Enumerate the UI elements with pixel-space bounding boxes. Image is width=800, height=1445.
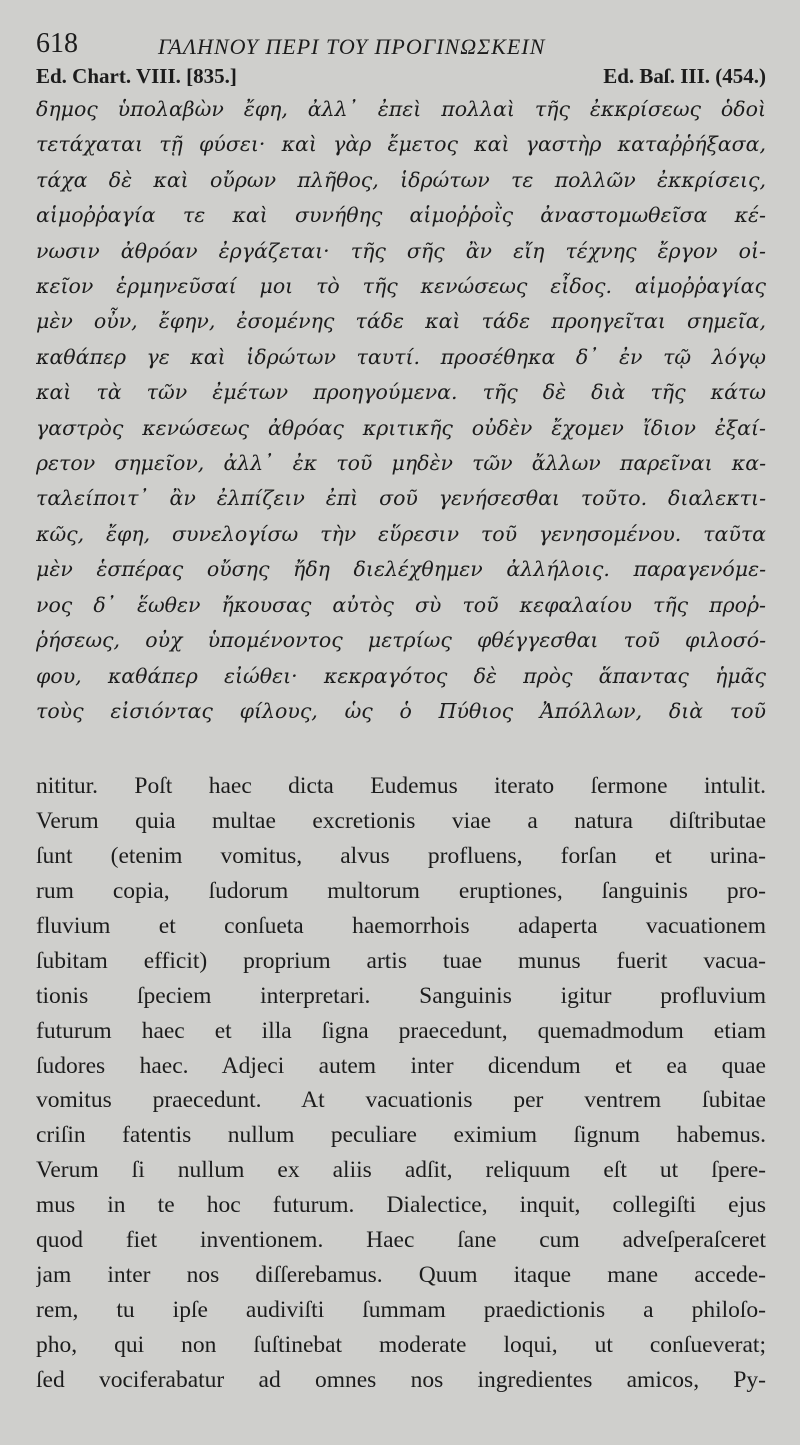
greek-text-line: καθάπερ γε καὶ ἱδρώτων ταυτί. προσέθηκα δ᾽ ἐν τῷ λόγῳ (36, 344, 766, 369)
greek-text-line: τάχα δὲ καὶ οὔρων πλῆθος, ἱδρώτων τε πολλῶν ἐκκρίσεις, (36, 167, 766, 192)
latin-text-line: futurum haec et illa ſigna praecedunt, quemadmodum etiam (36, 1017, 766, 1044)
edition-chart-reference: Ed. Chart. VIII. [835.] (36, 64, 237, 88)
latin-text-line: Verum quia multae excretionis viae a natura diſtributae (36, 808, 766, 835)
latin-text-line: tionis ſpeciem interpretari. Sanguinis igitur profluvium (36, 982, 766, 1009)
edition-references (36, 64, 766, 90)
greek-text-line: τοὺς εἰσιόντας φίλους, ὡς ὁ Πύθιος Ἀπόλλων, διὰ τοῦ (36, 698, 766, 723)
greek-text-line: δημος ὑπολαβὼν ἔφη, ἀλλ᾽ ἐπεὶ πολλαὶ τῆς ἐκκρίσεως ὁδοὶ (36, 97, 766, 121)
greek-text-line: νωσιν ἀθρόαν ἐργάζεται· τῆς σῆς ἂν εἴη τέχνης ἔργον οἰ- (36, 238, 766, 263)
latin-text-line: nititur. Poſt haec dicta Eudemus iterato ſermone intulit. (36, 773, 766, 800)
latin-text-line: rum copia, ſudorum multorum eruptiones, ſanguinis pro- (36, 878, 766, 905)
greek-text-line: νος δ᾽ ἕωθεν ἤκουσας αὐτὸς σὺ τοῦ κεφαλαίου τῆς προῤ- (36, 592, 766, 617)
latin-text-line: ſed vociferabatur ad omnes nos ingredientes amicos, Py- (36, 1366, 766, 1393)
running-title: ΓΑΛΗΝΟΥ ΠΕΡΙ ΤΟΥ ΠΡΟΓΙΝΩΣΚΕΙΝ (158, 34, 546, 59)
greek-text-line: κῶς, ἔφη, συνελογίσω τὴν εὕρεσιν τοῦ γενησομένου. ταῦτα (36, 521, 766, 546)
greek-text-line: τετάχαται τῇ φύσει· καὶ γὰρ ἔμετος καὶ γαστὴρ καταῤῥήξασα, (36, 132, 766, 157)
latin-text-line: ſunt (etenim vomitus, alvus profluens, forſan et urina- (36, 843, 766, 870)
greek-text-line: κεῖον ἑρμηνεῦσαί μοι τὸ τῆς κενώσεως εἶδος. αἱμοῤῥαγίας (36, 274, 766, 299)
greek-text-line: μὲν οὖν, ἔφην, ἐσομένης τάδε καὶ τάδε προηγεῖται σημεῖα, (36, 309, 766, 334)
greek-text-line: ταλείποιτ᾽ ἂν ἐλπίζειν ἐπὶ σοῦ γενήσεσθαι τοῦτο. διαλεκτι- (36, 486, 766, 511)
latin-text-line: criſin fatentis nullum peculiare eximium ſignum habemus. (36, 1122, 766, 1149)
greek-text-line: καὶ τὰ τῶν ἐμέτων προηγούμενα. τῆς δὲ διὰ τῆς κάτω (36, 380, 766, 405)
greek-text-line: μὲν ἑσπέρας οὔσης ἤδη διελέχθημεν ἀλλήλοις. παραγενόμε- (36, 557, 766, 582)
latin-text-line: fluvium et conſueta haemorrhois adaperta vacuationem (36, 912, 766, 939)
greek-text-line: γαστρὸς κενώσεως ἀθρόας κριτικῆς οὐδὲν ἔχομεν ἴδιον ἐξαί- (36, 415, 766, 440)
latin-text-line: mus in te hoc futurum. Dialectice, inquit, collegiſti ejus (36, 1192, 766, 1219)
greek-text-line: φου, καθάπερ εἰώθει· κεκραγότος δὲ πρὸς ἅπαντας ἡμᾶς (36, 663, 766, 688)
latin-text-line: jam inter nos diſſerebamus. Quum itaque mane accede- (36, 1262, 766, 1288)
greek-text-line: ρετον σημεῖον, ἀλλ᾽ ἐκ τοῦ μηδὲν τῶν ἄλλων παρεῖναι κα- (36, 451, 766, 476)
greek-text-block (36, 92, 766, 729)
greek-text-line: ῥήσεως, οὐχ ὑπομένοντος μετρίως φθέγγεσθαι τοῦ φιλοσό- (36, 628, 766, 653)
edition-basel-reference: Ed. Baſ. III. (454.) (603, 64, 766, 88)
latin-text-line: pho, qui non ſuſtinebat moderate loqui, ut conſueverat; (36, 1331, 766, 1358)
latin-text-block (36, 769, 766, 1397)
latin-text-line: vomitus praecedunt. At vacuationis per ventrem ſubitae (36, 1087, 766, 1114)
latin-text-line: rem, tu ipſe audiviſti ſummam praedictionis a philoſo- (36, 1296, 766, 1323)
latin-text-line: ſubitam efficit) proprium artis tuae munus fuerit vacua- (36, 947, 766, 974)
greek-text-line: αἱμοῤῥαγία τε καὶ συνήθης αἱμοῤῥοῒς ἀναστομωθεῖσα κέ- (36, 203, 766, 228)
latin-text-line: Verum ſi nullum ex aliis adſit, reliquum eſt ut ſpere- (36, 1157, 766, 1184)
latin-text-line: quod fiet inventionem. Haec ſane cum adveſperaſceret (36, 1227, 766, 1254)
latin-text-line: ſudores haec. Adjeci autem inter dicendum et ea quae (36, 1052, 766, 1079)
page-number: 618 (36, 28, 78, 59)
running-head (36, 22, 766, 64)
